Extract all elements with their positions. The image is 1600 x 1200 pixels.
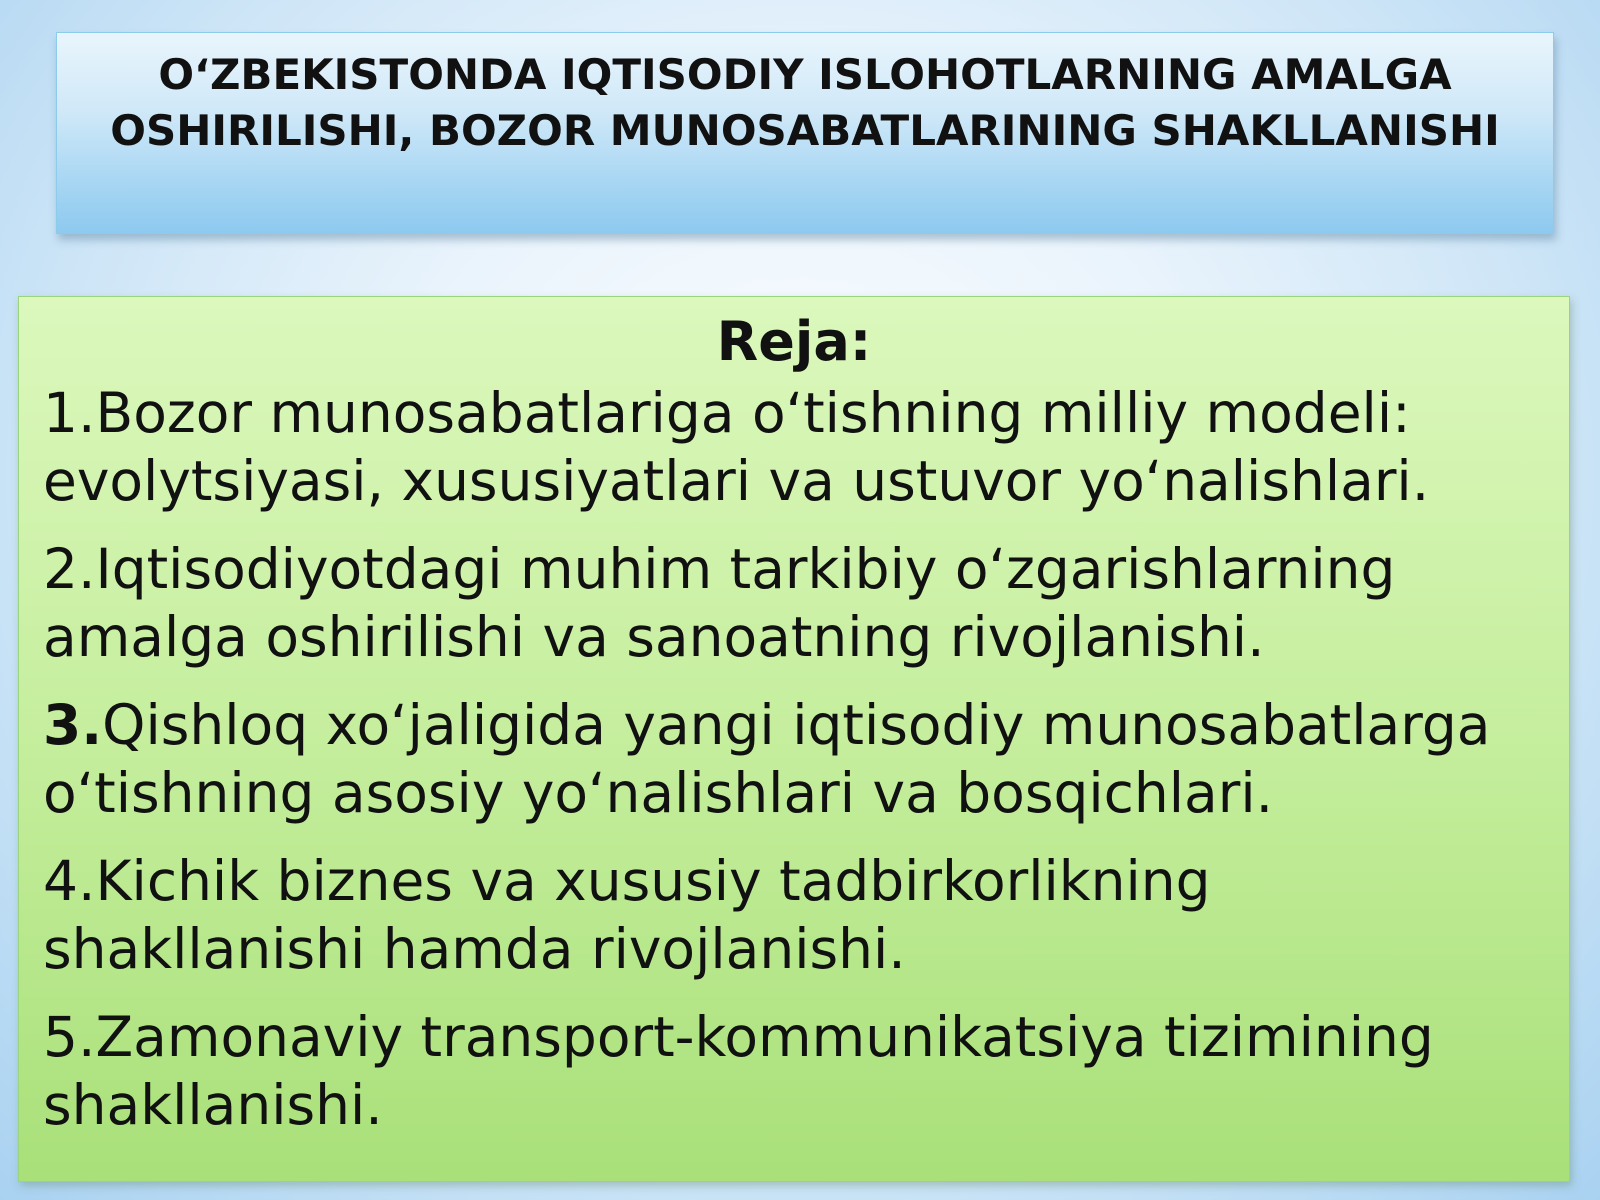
plan-item-1 [43,379,1545,515]
slide-title [57,33,1553,159]
plan-item-3 [43,691,1545,827]
plan-item-number: 1. [43,381,96,445]
plan-item-text: Bozor munosabatlariga o‘tishning milliy modeli: evolytsiyasi, xususiyatlari va ustuvor yo‘nalishlari. [43,381,1430,513]
plan-item-number: 4. [43,849,96,913]
plan-item-number: 5. [43,1005,96,1069]
plan-item-text: Zamonaviy transport-kommunikatsiya tizimining shakllanishi. [43,1005,1434,1137]
plan-item-text: Kichik biznes va xususiy tadbirkorlikning shakllanishi hamda rivojlanishi. [43,849,1211,981]
plan-item-number: 2. [43,537,96,601]
plan-list [43,379,1545,1139]
plan-item-5 [43,1003,1545,1139]
plan-item-text: Qishloq xo‘jaligida yangi iqtisodiy munosabatlarga o‘tishning asosiy yo‘nalishlari va bosqichlari. [43,693,1491,825]
plan-item-2 [43,535,1545,671]
slide-title-line-1: O‘ZBEKISTONDA IQTISODIY ISLOHOTLARNING AMALGA [158,50,1452,99]
plan-item-4 [43,847,1545,983]
plan-panel [18,296,1570,1182]
plan-item-text: Iqtisodiyotdagi muhim tarkibiy o‘zgarishlarning amalga oshirilishi va sanoatning rivojlanishi. [43,537,1396,669]
plan-item-number: 3. [43,693,103,757]
title-banner [56,32,1554,234]
plan-heading: Reja: [716,310,872,373]
slide-title-line-2: OSHIRILISHI, BOZOR MUNOSABATLARINING SHAKLLANISHI [110,106,1500,155]
